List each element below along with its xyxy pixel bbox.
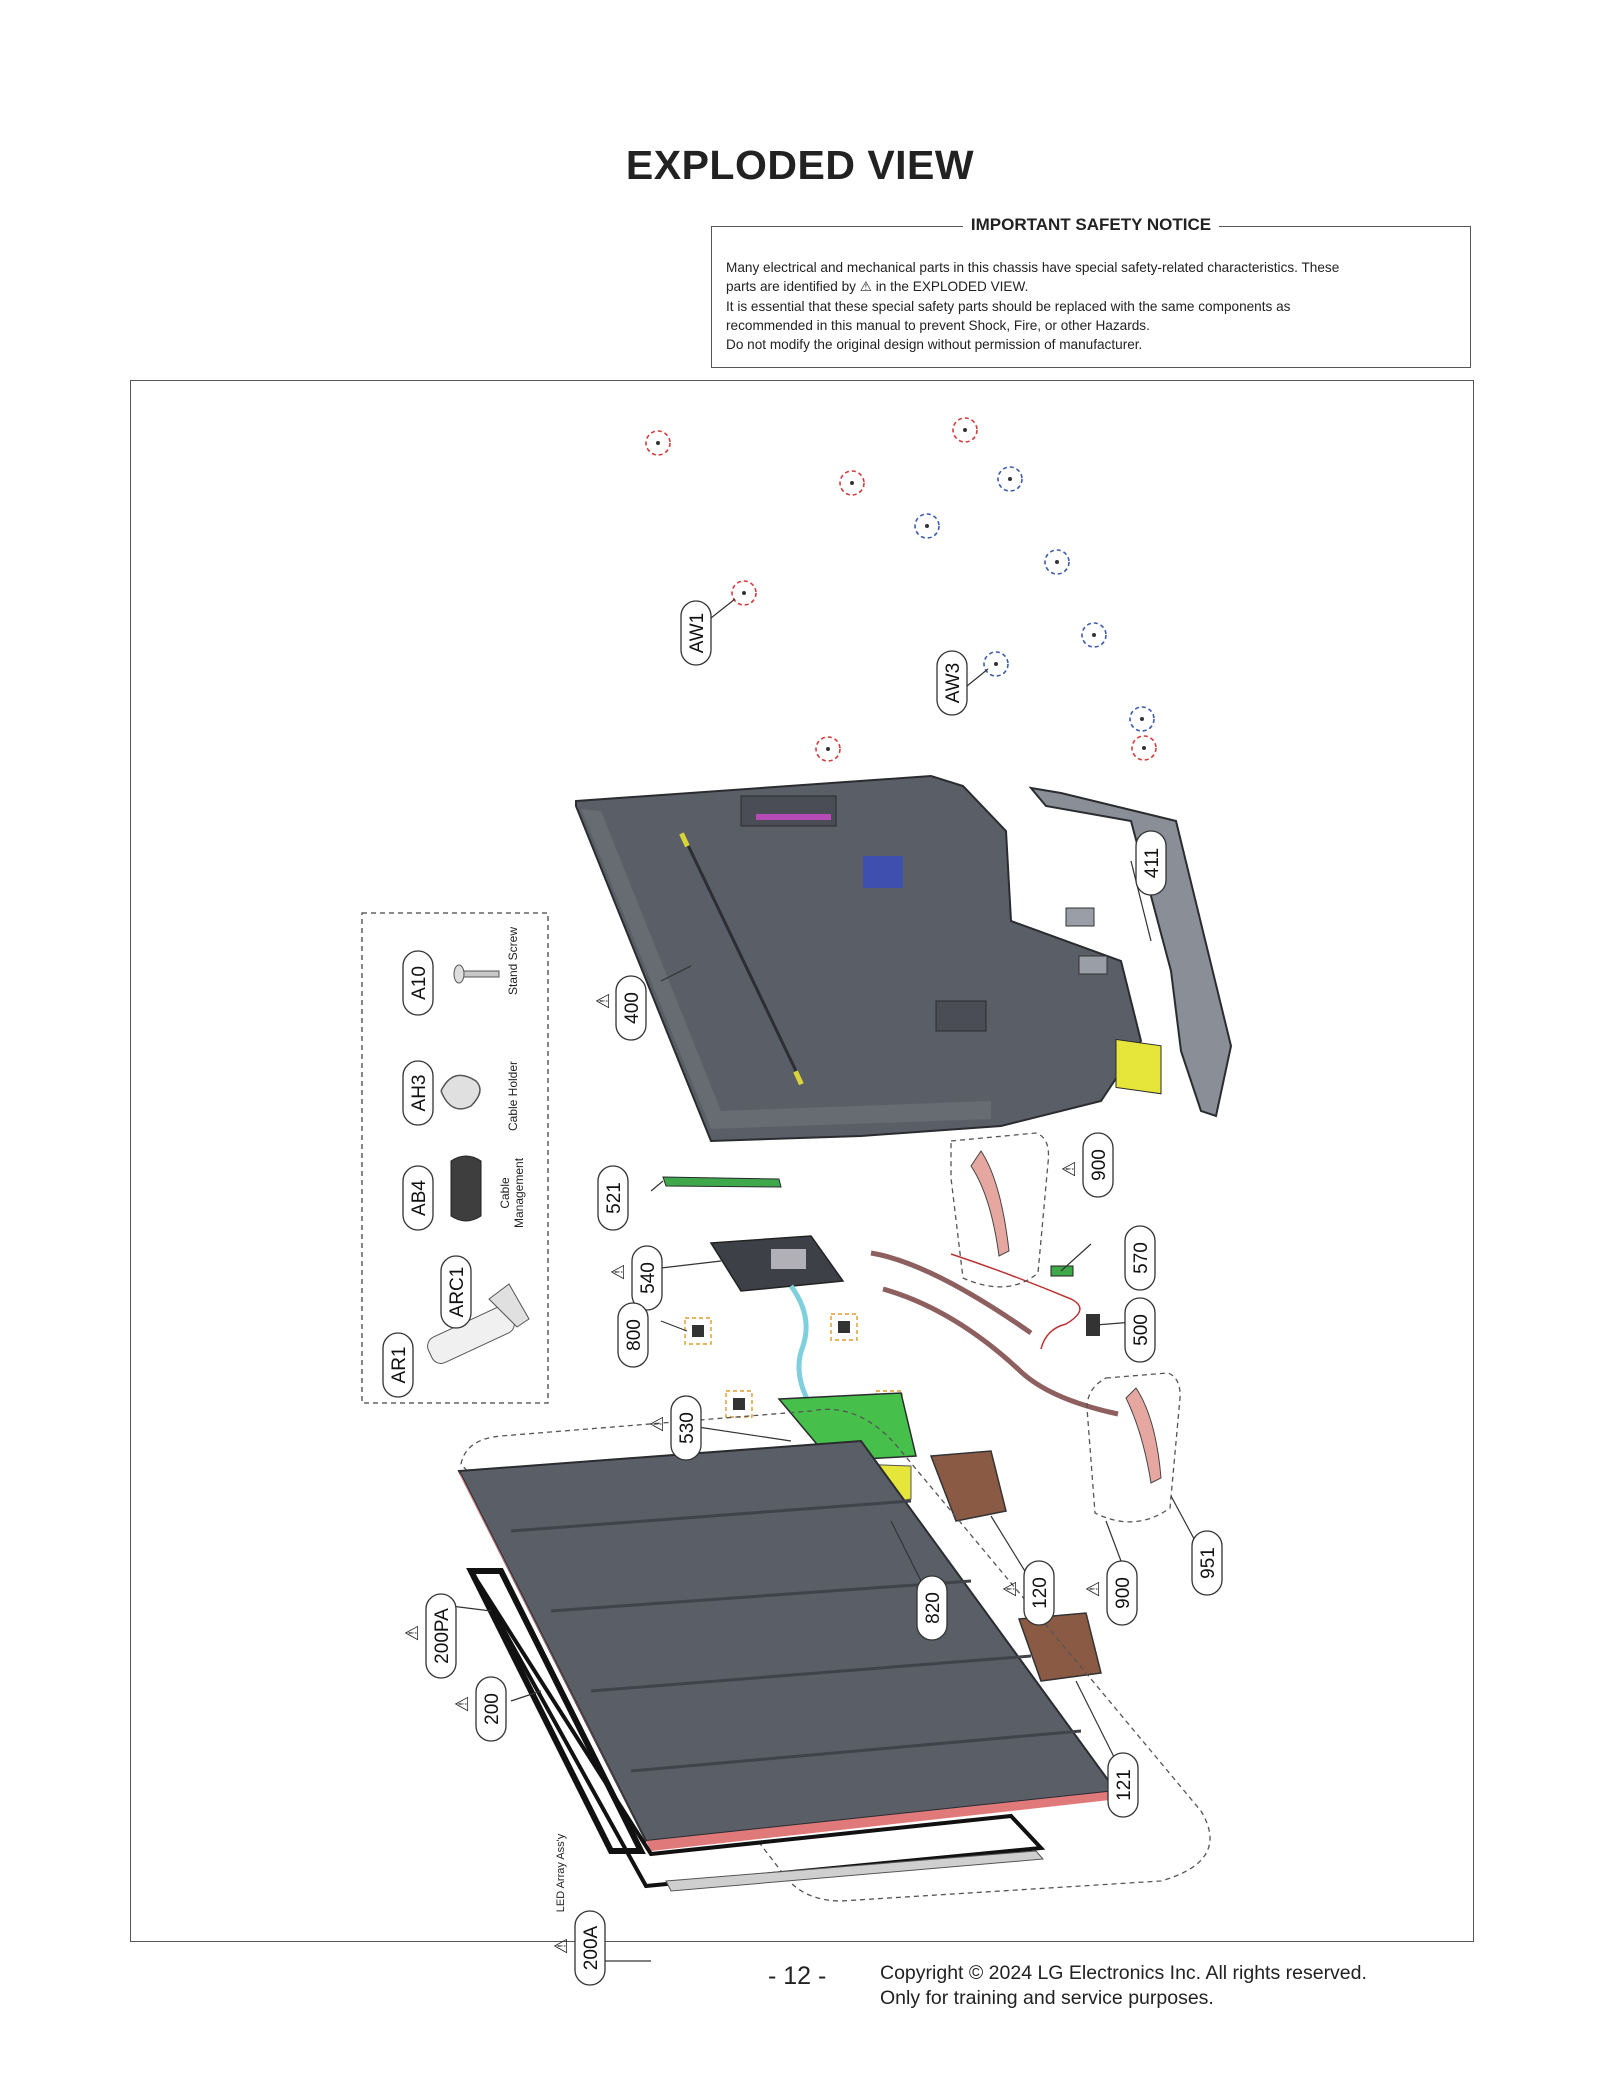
callout-arc1: ARC1 [447, 1266, 468, 1318]
copyright-line-2: Only for training and service purposes. [880, 1987, 1214, 2009]
warning-triangle-icon: ⚠ [859, 279, 872, 295]
callout-530: 530 [677, 1412, 698, 1444]
callout-900-upper: 900 [1089, 1149, 1110, 1181]
callout-800: 800 [624, 1319, 645, 1351]
ir-board-part [663, 1177, 781, 1187]
notice-line-4: recommended in this manual to prevent Shock, Fire, or other Hazards. [726, 318, 1150, 333]
caption-cable-management-2: Management [512, 1157, 526, 1229]
caption-cable-management-1: Cable [498, 1177, 512, 1209]
screw-icons [646, 418, 1156, 761]
notice-line-5: Do not modify the original design without permission of manufacturer. [726, 337, 1143, 352]
notice-line-3: It is essential that these special safety parts should be replaced with the same components as [726, 299, 1291, 314]
exploded-view-diagram [130, 380, 1474, 1971]
warning-triangle-icon: ⚠ [593, 992, 614, 1010]
notice-line-2b: in the EXPLODED VIEW. [875, 279, 1029, 294]
wifi-board-part [1051, 1266, 1073, 1276]
callout-900-lower: 900 [1113, 1577, 1134, 1609]
callout-ab4: AB4 [409, 1180, 430, 1216]
caption-stand-screw: Stand Screw [506, 926, 520, 996]
callout-400: 400 [622, 992, 643, 1024]
callout-570: 570 [1131, 1242, 1152, 1274]
copyright-notice [880, 1961, 1367, 2011]
callout-521: 521 [604, 1182, 625, 1214]
warning-triangle-icon: ⚠ [1000, 1580, 1021, 1598]
lcd-module-part [459, 1441, 1116, 1841]
callout-121: 121 [1114, 1769, 1135, 1801]
callout-500: 500 [1131, 1314, 1152, 1346]
callout-540: 540 [638, 1262, 659, 1294]
callout-820: 820 [923, 1592, 944, 1624]
safety-notice-title: IMPORTANT SAFETY NOTICE [963, 215, 1219, 234]
notice-line-1: Many electrical and mechanical parts in this chassis have special safety-related characteristics. These [726, 260, 1340, 275]
callout-aw3: AW3 [943, 662, 964, 704]
page-title: EXPLODED VIEW [625, 142, 975, 188]
callout-200a: 200A [581, 1925, 602, 1971]
callout-ah3: AH3 [409, 1074, 430, 1112]
safety-notice-box [711, 215, 1471, 368]
back-cover-part [576, 776, 1141, 1141]
notice-line-2a: parts are identified by [726, 279, 856, 294]
callout-a10: A10 [409, 966, 430, 1000]
copyright-line-1: Copyright © 2024 LG Electronics Inc. All rights reserved. [880, 1962, 1367, 1984]
warning-triangle-icon: ⚠ [402, 1624, 423, 1642]
callout-120: 120 [1030, 1577, 1051, 1609]
caption-cable-holder: Cable Holder [506, 1060, 520, 1132]
led-bar-part [666, 1851, 1043, 1891]
callout-ar1: AR1 [389, 1346, 410, 1384]
warning-triangle-icon: ⚠ [608, 1263, 629, 1281]
stand-part-upper [971, 1151, 1009, 1256]
stand-part-lower [1126, 1388, 1161, 1483]
warning-triangle-icon: ⚠ [647, 1415, 668, 1433]
lvds-cable [791, 1286, 808, 1401]
safety-notice-text [726, 258, 1456, 354]
callout-200pa: 200PA [432, 1608, 453, 1664]
page-number: - 12 - [768, 1962, 827, 1990]
exploded-view-drawing [131, 381, 1475, 1971]
warning-triangle-icon: ⚠ [1083, 1580, 1104, 1598]
caption-led-array: LED Array Ass'y [555, 1833, 567, 1913]
callout-411: 411 [1142, 847, 1163, 879]
warning-triangle-icon: ⚠ [1059, 1160, 1080, 1178]
callout-aw1: AW1 [687, 612, 708, 654]
warning-triangle-icon: ⚠ [551, 1937, 572, 1955]
flex-cables [871, 1253, 1118, 1414]
callout-951: 951 [1198, 1547, 1219, 1579]
speaker-part-120 [931, 1451, 1006, 1521]
callout-200: 200 [482, 1693, 503, 1725]
warning-triangle-icon: ⚠ [452, 1695, 473, 1713]
